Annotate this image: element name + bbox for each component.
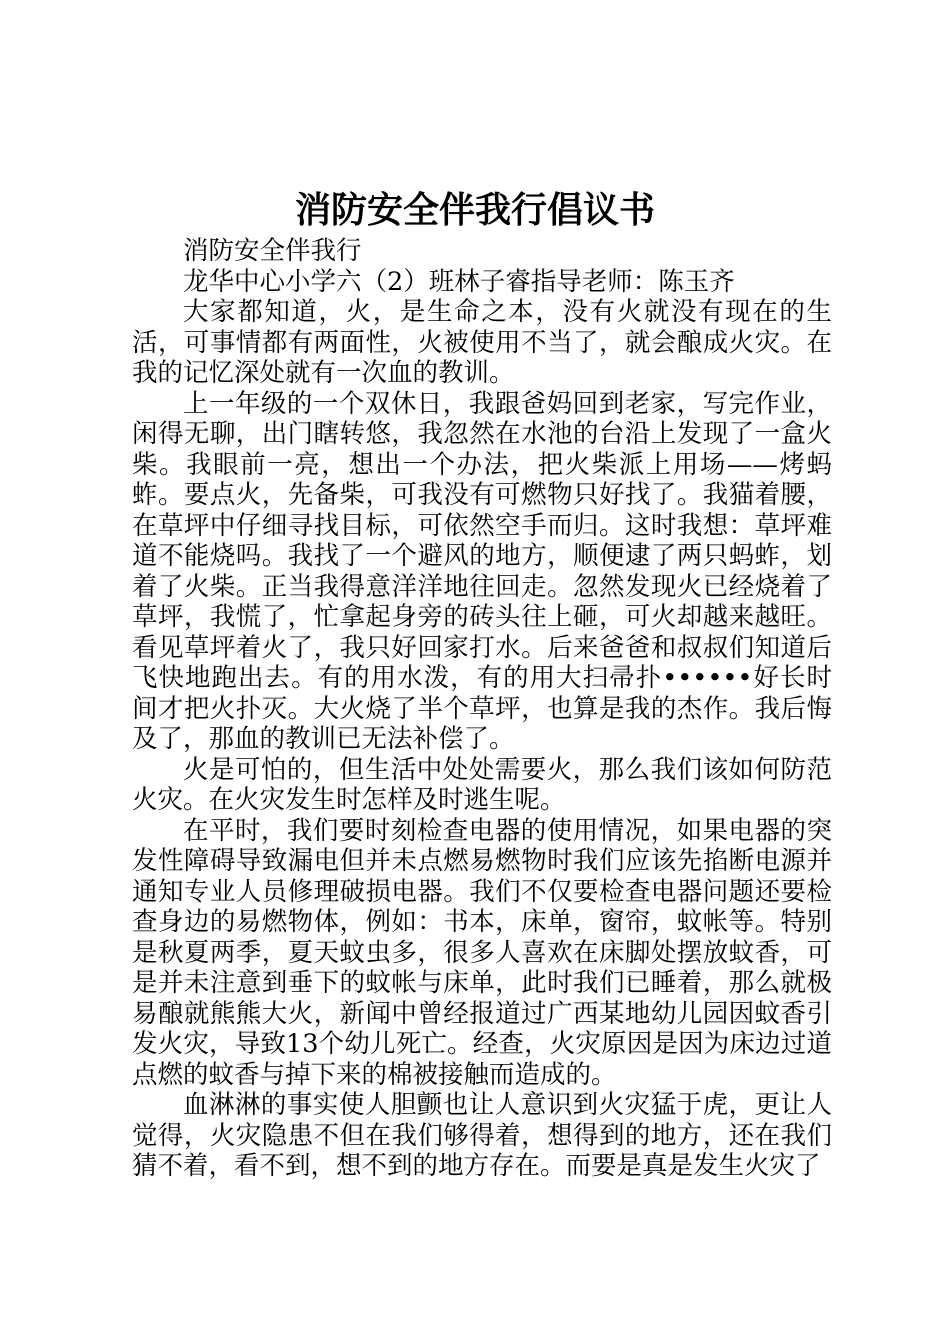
paragraph: 火是可怕的，但生活中处处需要火，那么我们该如何防范火灾。在火灾发生时怎样及时逃生呢。 xyxy=(132,754,832,815)
document-title: 消防安全伴我行倡议书 xyxy=(294,189,655,231)
paragraph: 大家都知道，火，是生命之本，没有火就没有现在的生活，可事情都有两面性，火被使用不当了，就会酿成火灾。在我的记忆深处就有一次血的教训。 xyxy=(132,297,832,388)
paragraph: 在平时，我们要时刻检查电器的使用情况，如果电器的突发性障碍导致漏电但并未点燃易燃物时我们应该先掐断电源并通知专业人员修理破损电器。我们不仅要检查电器问题还要检查身边的易燃物体，例如：书本，床单，窗帘，蚊帐等。特别是秋夏两季，夏天蚊虫多，很多人喜欢在床脚处摆放蚊香，可是并未注意到垂下的蚊帐与床单，此时我们已睡着，那么就极易酿就熊熊大火，新闻中曾经报道过广西某地幼儿园因蚊香引发火灾，导致13个幼儿死亡。经查，火灾原因是因为床边过道点燃的蚊香与掉下来的棉被接触而造成的。 xyxy=(132,815,832,1090)
paragraph: 上一年级的一个双休日，我跟爸妈回到老家，写完作业，闲得无聊，出门瞎转悠，我忽然在水池的台沿上发现了一盒火柴。我眼前一亮，想出一个办法，把火柴派上用场——烤蚂蚱。要点火，先备柴，可我没有可燃物只好找了。我猫着腰，在草坪中仔细寻找目标，可依然空手而归。这时我想：草坪难道不能烧吗。我找了一个避风的地方，顺便逮了两只蚂蚱，划着了火柴。正当我得意洋洋地往回走。忽然发现火已经烧着了草坪，我慌了，忙拿起身旁的砖头往上砸，可火却越来越旺。看见草坪着火了，我只好回家打水。后来爸爸和叔叔们知道后飞快地跑出去。有的用水泼，有的用大扫帚扑••••••好长时间才把火扑灭。大火烧了半个草坪，也算是我的杰作。我后悔及了，那血的教训已无法补偿了。 xyxy=(132,388,832,754)
document-body xyxy=(132,236,832,1182)
author-line: 龙华中心小学六（2）班林子睿指导老师：陈玉齐 xyxy=(183,266,735,297)
subtitle-line: 消防安全伴我行 xyxy=(183,236,362,266)
paragraph: 血淋淋的事实使人胆颤也让人意识到火灾猛于虎，更让人觉得，火灾隐患不但在我们够得着，想得到的地方，还在我们猜不着，看不到，想不到的地方存在。而要是真是发生火灾了 xyxy=(132,1090,832,1181)
